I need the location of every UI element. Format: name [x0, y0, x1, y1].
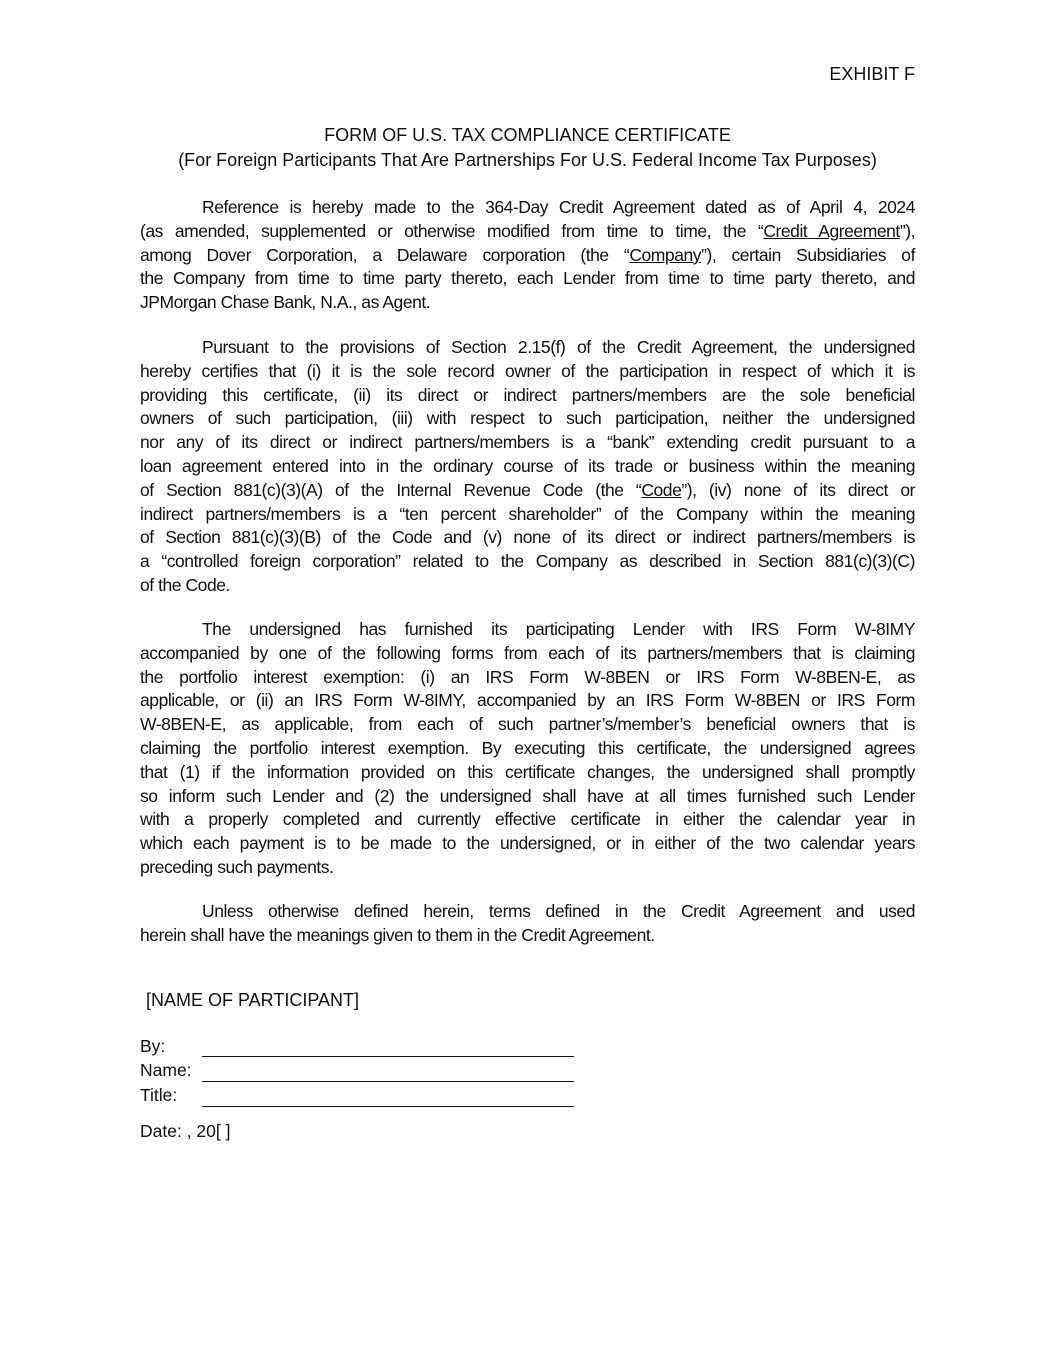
- text-segment: the portfolio interest exemption: (i) an IRS Form W-8BEN or IRS Form W-8BEN-E, as: [140, 666, 915, 687]
- text-line: [140, 479, 915, 503]
- text-segment: that (1) if the information provided on this certificate changes, the undersigned shall promptly: [140, 761, 915, 782]
- text-line: [140, 761, 915, 785]
- exhibit-label: EXHIBIT F: [829, 64, 915, 84]
- text-segment: indirect partners/members is a “ten percent shareholder” of the Company within the meaning: [140, 503, 915, 524]
- paragraph-2: [140, 336, 915, 598]
- text-segment: Reference is hereby made to the 364-Day Credit Agreement dated as of April 4, 2024: [202, 197, 915, 217]
- document-title: FORM OF U.S. TAX COMPLIANCE CERTIFICATE: [324, 125, 731, 145]
- text-line: [140, 924, 915, 948]
- text-segment: a “controlled foreign corporation” related to the Company as described in Section 881(c)(3)(C): [140, 551, 915, 572]
- text-line: [140, 808, 915, 832]
- text-segment: Pursuant to the provisions of Section 2.15(f) of the Credit Agreement, the undersigned: [202, 337, 915, 357]
- text-line: [140, 642, 915, 666]
- text-segment: among Dover Corporation, a Delaware corporation (the “: [140, 244, 630, 265]
- text-segment: W-8BEN-E, as applicable, from each of such partner’s/member’s beneficial owners that is: [140, 714, 915, 735]
- text-line: [140, 384, 915, 408]
- text-segment: with a properly completed and currently effective certificate in either the calendar year in: [140, 809, 915, 830]
- text-line: [140, 856, 915, 880]
- participant-name: [NAME OF PARTICIPANT]: [146, 990, 360, 1010]
- name-label: Name:: [140, 1060, 192, 1080]
- text-segment: of Section 881(c)(3)(B) of the Code and (v) none of its direct or indirect partners/members is: [140, 527, 915, 548]
- text-line: [140, 526, 915, 550]
- text-segment: ”), (iv) none of its direct or: [681, 479, 915, 500]
- text-segment: loan agreement entered into in the ordinary course of its trade or business within the meaning: [140, 455, 915, 476]
- text-segment: JPMorgan Chase Bank, N.A., as Agent.: [140, 292, 431, 313]
- date-line: Date: , 20[ ]: [140, 1121, 231, 1141]
- text-segment: applicable, or (ii) an IRS Form W-8IMY, accompanied by an IRS Form W-8BEN or IRS Form: [140, 690, 915, 711]
- text-segment: of the Code.: [140, 574, 230, 595]
- text-line: [140, 737, 915, 761]
- by-label: By:: [140, 1036, 166, 1056]
- text-segment: preceding such payments.: [140, 856, 334, 877]
- text-segment: of Section 881(c)(3)(A) of the Internal Revenue Code (the “: [140, 479, 642, 500]
- defined-term: Company: [629, 244, 702, 265]
- text-line: [140, 689, 915, 713]
- text-segment: The undersigned has furnished its participating Lender with IRS Form W-8IMY: [202, 619, 915, 639]
- text-line: [140, 666, 915, 690]
- text-line: [140, 291, 915, 315]
- text-line: [140, 785, 915, 809]
- text-segment: accompanied by one of the following forms from each of its partners/members that is claiming: [140, 642, 915, 663]
- defined-term: Code: [641, 479, 682, 500]
- text-line: [140, 244, 915, 268]
- text-line: [140, 550, 915, 574]
- text-line: [140, 407, 915, 431]
- text-segment: nor any of its direct or indirect partners/members is a “bank” extending credit pursuant to a: [140, 432, 915, 453]
- text-line: [140, 220, 915, 244]
- title-signature-line: [202, 1106, 574, 1107]
- text-segment: hereby certifies that (i) it is the sole record owner of the participation in respect of which it is: [140, 360, 915, 381]
- paragraph-4: [140, 900, 915, 948]
- paragraph-3: [140, 618, 915, 880]
- text-line: [140, 900, 915, 924]
- text-segment: (as amended, supplemented or otherwise modified from time to time, the “: [140, 220, 764, 241]
- text-segment: ”),: [899, 220, 915, 241]
- text-segment: ”), certain Subsidiaries of: [701, 244, 915, 265]
- text-line: [140, 455, 915, 479]
- defined-term: Credit Agreement: [763, 220, 900, 241]
- by-signature-line: [202, 1056, 574, 1057]
- text-line: [140, 336, 915, 360]
- title-label: Title:: [140, 1085, 178, 1105]
- text-segment: herein shall have the meanings given to them in the Credit Agreement.: [140, 924, 655, 945]
- text-line: [140, 832, 915, 856]
- text-segment: providing this certificate, (ii) its direct or indirect partners/members are the sole beneficial: [140, 384, 915, 405]
- text-segment: the Company from time to time party thereto, each Lender from time to time party thereto, and: [140, 268, 915, 289]
- text-line: [140, 574, 915, 598]
- text-segment: which each payment is to be made to the undersigned, or in either of the two calendar years: [140, 833, 915, 854]
- text-segment: Unless otherwise defined herein, terms defined in the Credit Agreement and used: [202, 901, 915, 921]
- text-segment: so inform such Lender and (2) the undersigned shall have at all times furnished such Lender: [140, 785, 915, 806]
- text-segment: owners of such participation, (iii) with respect to such participation, neither the undersigned: [140, 408, 915, 429]
- text-line: [140, 503, 915, 527]
- paragraph-1: [140, 196, 915, 315]
- text-line: [140, 431, 915, 455]
- text-line: [140, 360, 915, 384]
- text-line: [140, 267, 915, 291]
- text-line: [140, 196, 915, 220]
- name-signature-line: [202, 1081, 574, 1082]
- text-segment: claiming the portfolio interest exemption. By executing this certificate, the undersigned agrees: [140, 737, 915, 758]
- text-line: [140, 713, 915, 737]
- document-subtitle: (For Foreign Participants That Are Partnerships For U.S. Federal Income Tax Purposes): [178, 150, 877, 170]
- text-line: [140, 618, 915, 642]
